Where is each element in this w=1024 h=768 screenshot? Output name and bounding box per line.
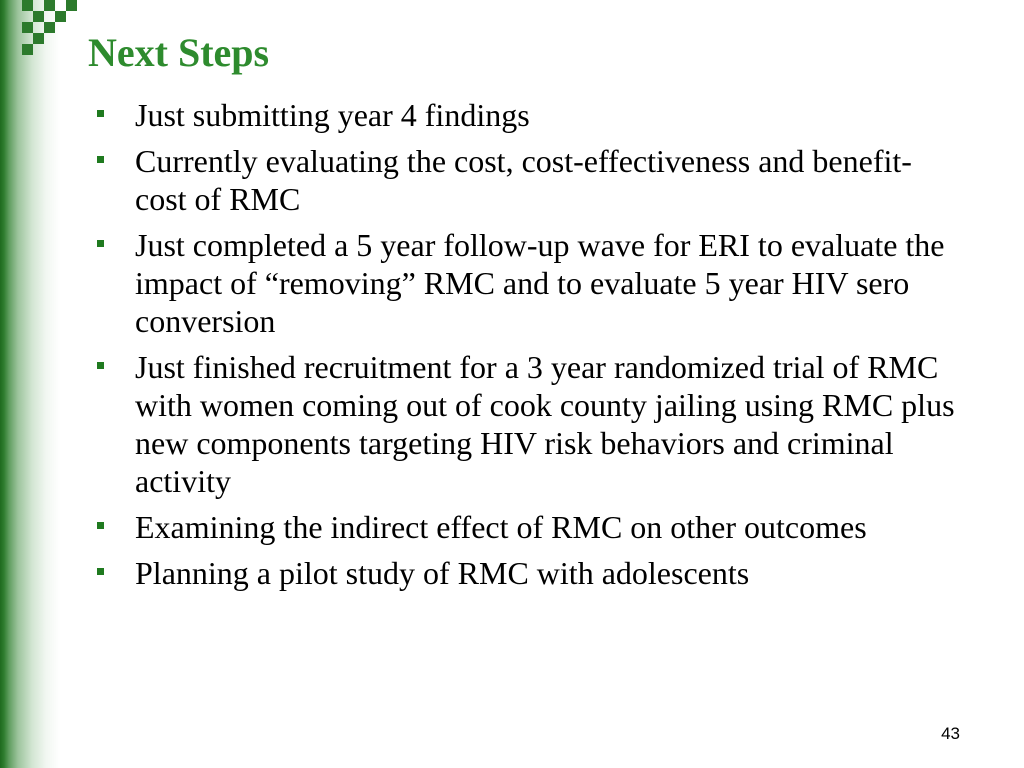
bullet-item bbox=[95, 226, 955, 340]
bullet-text: Just submitting year 4 findings bbox=[135, 97, 530, 133]
bullet-text: Just completed a 5 year follow-up wave for ERI to evaluate the impact of “removing” RMC and to evaluate 5 year HIV sero conversion bbox=[135, 227, 945, 339]
slide-title: Next Steps bbox=[88, 30, 270, 75]
bullet-item bbox=[95, 142, 955, 218]
bullet-text: Examining the indirect effect of RMC on other outcomes bbox=[135, 509, 867, 545]
bullet-text: Planning a pilot study of RMC with adolescents bbox=[135, 555, 750, 591]
square-bullet-icon bbox=[97, 110, 104, 117]
bullet-text: Currently evaluating the cost, cost-effectiveness and benefit-cost of RMC bbox=[135, 143, 912, 217]
square-bullet-icon bbox=[97, 362, 104, 369]
square-bullet-icon bbox=[97, 522, 104, 529]
side-gradient-bar bbox=[0, 0, 60, 768]
green-squares-logo-icon bbox=[18, 0, 78, 62]
bullet-list bbox=[95, 96, 955, 600]
bullet-item bbox=[95, 554, 955, 592]
bullet-item bbox=[95, 348, 955, 500]
square-bullet-icon bbox=[97, 568, 104, 575]
square-bullet-icon bbox=[97, 156, 104, 163]
bullet-item bbox=[95, 96, 955, 134]
bullet-item bbox=[95, 508, 955, 546]
bullet-text: Just finished recruitment for a 3 year randomized trial of RMC with women coming out of cook county jailing using RMC plus new components targeting HIV risk behaviors and criminal activity bbox=[135, 349, 955, 499]
page-number: 43 bbox=[941, 724, 960, 743]
square-bullet-icon bbox=[97, 240, 104, 247]
